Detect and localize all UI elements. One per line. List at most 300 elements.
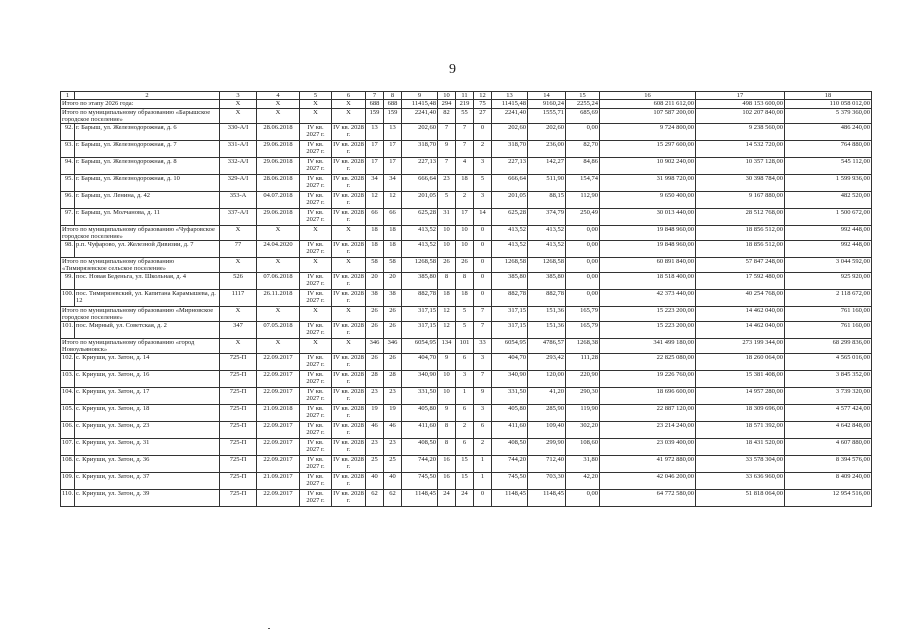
cell-c7: 23 — [366, 439, 384, 456]
cell-c7: 20 — [366, 273, 384, 290]
cell-c4: 29.06.2018 — [257, 158, 300, 175]
cell-c3: 329-А/I — [220, 175, 257, 192]
row-number: 107. — [61, 439, 75, 456]
cell-c18: 5 379 360,00 — [785, 109, 872, 124]
cell-c15: 31,80 — [566, 456, 600, 473]
cell-c7: 18 — [366, 241, 384, 258]
cell-c16: 15 223 200,00 — [600, 307, 696, 322]
cell-c5: IV кв. 2027 г. — [300, 322, 332, 339]
cell-c7: 28 — [366, 371, 384, 388]
cell-c10: 31 — [438, 209, 456, 226]
address-cell: г. Барыш, ул. Ленина, д. 42 — [75, 192, 220, 209]
cell-c9: 744,20 — [402, 456, 438, 473]
cell-c14: 4786,57 — [528, 339, 566, 354]
cell-c4: 22.09.2017 — [257, 388, 300, 405]
cell-c17: 18 856 512,00 — [696, 226, 785, 241]
cell-c18: 1 500 672,00 — [785, 209, 872, 226]
cell-c4: 22.09.2017 — [257, 371, 300, 388]
cell-c5: IV кв. 2027 г. — [300, 456, 332, 473]
cell-c8: 38 — [384, 290, 402, 307]
cell-c12: 2 — [474, 439, 492, 456]
cell-c11: 4 — [456, 158, 474, 175]
cell-c14: 413,52 — [528, 241, 566, 258]
cell-c4: 21.09.2017 — [257, 473, 300, 490]
subtotal-row — [61, 339, 872, 354]
cell-c17: 14 462 040,00 — [696, 307, 785, 322]
cell-c12: 7 — [474, 371, 492, 388]
cell-c10: 294 — [438, 100, 456, 109]
cell-c8: 12 — [384, 192, 402, 209]
cell-c15: 220,90 — [566, 371, 600, 388]
subtotal-row — [61, 258, 872, 273]
cell-c14: 385,80 — [528, 273, 566, 290]
cell-c5: IV кв. 2027 г. — [300, 388, 332, 405]
cell-c15: 111,28 — [566, 354, 600, 371]
cell-c3: 77 — [220, 241, 257, 258]
cell-c9: 317,15 — [402, 322, 438, 339]
cell-c15: 302,20 — [566, 422, 600, 439]
address-cell: с. Криуши, ул. Затон, д. 18 — [75, 405, 220, 422]
cell-c8: 26 — [384, 322, 402, 339]
cell-c12: 1 — [474, 473, 492, 490]
cell-c15: 82,70 — [566, 141, 600, 158]
cell-c15: 0,00 — [566, 290, 600, 307]
column-number: 4 — [257, 92, 300, 100]
row-number: 103. — [61, 371, 75, 388]
cell-c17: 30 398 784,00 — [696, 175, 785, 192]
cell-c16: 60 891 840,00 — [600, 258, 696, 273]
cell-c8: 18 — [384, 241, 402, 258]
cell-c15: 0,00 — [566, 124, 600, 141]
cell-c7: 159 — [366, 109, 384, 124]
cell-c16: 42 373 440,00 — [600, 290, 696, 307]
cell-c3: 725-П — [220, 354, 257, 371]
cell-c7: 34 — [366, 175, 384, 192]
cell-c18: 68 299 836,00 — [785, 339, 872, 354]
cell-c16: 19 848 960,00 — [600, 241, 696, 258]
cell-c5: IV кв. 2027 г. — [300, 354, 332, 371]
cell-c11: 101 — [456, 339, 474, 354]
cell-c7: 40 — [366, 473, 384, 490]
cell-c16: 64 772 580,00 — [600, 490, 696, 507]
cell-c12: 0 — [474, 490, 492, 507]
address-cell: с. Криуши, ул. Затон, д. 14 — [75, 354, 220, 371]
cell-c12: 0 — [474, 241, 492, 258]
cell-c5: IV кв. 2027 г. — [300, 490, 332, 507]
subtotal-label: Итого по муниципальному образованию «Чуфаровское городское поселение» — [61, 226, 220, 241]
cell-c14: 9160,24 — [528, 100, 566, 109]
cell-c7: 17 — [366, 158, 384, 175]
cell-c17: 273 199 344,00 — [696, 339, 785, 354]
cell-c17: 57 847 248,00 — [696, 258, 785, 273]
cell-c11: 5 — [456, 307, 474, 322]
row-number: 105. — [61, 405, 75, 422]
row-number: 96. — [61, 192, 75, 209]
address-cell: с. Криуши, ул. Затон, д. 37 — [75, 473, 220, 490]
cell-c11: 219 — [456, 100, 474, 109]
cell-c11: 18 — [456, 290, 474, 307]
cell-c13: 11415,48 — [492, 100, 528, 109]
cell-c15: 84,86 — [566, 158, 600, 175]
cell-c4: 29.06.2018 — [257, 141, 300, 158]
cell-c18: 992 448,00 — [785, 241, 872, 258]
address-cell: с. Криуши, ул. Затон, д. 36 — [75, 456, 220, 473]
cell-c10: 82 — [438, 109, 456, 124]
cell-c7: 12 — [366, 192, 384, 209]
cell-c14: 293,42 — [528, 354, 566, 371]
cell-c5: IV кв. 2027 г. — [300, 141, 332, 158]
subtotal-label: Итого по муниципальному образованию «Мирновское городское поселение» — [61, 307, 220, 322]
address-cell: с. Криуши, ул. Затон, д. 23 — [75, 422, 220, 439]
cell-c10: 16 — [438, 473, 456, 490]
cell-c8: 34 — [384, 175, 402, 192]
table-row — [61, 158, 872, 175]
cell-c8: 17 — [384, 158, 402, 175]
cell-c13: 408,50 — [492, 439, 528, 456]
table-row — [61, 388, 872, 405]
column-number: 14 — [528, 92, 566, 100]
cell-c8: 17 — [384, 141, 402, 158]
cell-c11: 7 — [456, 124, 474, 141]
cell-c6: IV кв. 2028 г. — [332, 405, 366, 422]
cell-c10: 9 — [438, 141, 456, 158]
cell-c17: 498 153 600,00 — [696, 100, 785, 109]
cell-c15: 2255,24 — [566, 100, 600, 109]
cell-c4: X — [257, 226, 300, 241]
cell-c15: 119,90 — [566, 405, 600, 422]
cell-c16: 341 499 180,00 — [600, 339, 696, 354]
cell-c8: 23 — [384, 439, 402, 456]
column-number: 15 — [566, 92, 600, 100]
cell-c10: 12 — [438, 322, 456, 339]
cell-c9: 227,13 — [402, 158, 438, 175]
cell-c10: 10 — [438, 241, 456, 258]
cell-c18: 2 118 672,00 — [785, 290, 872, 307]
cell-c13: 331,50 — [492, 388, 528, 405]
cell-c11: 6 — [456, 354, 474, 371]
cell-c5: IV кв. 2027 г. — [300, 439, 332, 456]
cell-c11: 15 — [456, 456, 474, 473]
table-row — [61, 405, 872, 422]
cell-c11: 2 — [456, 192, 474, 209]
cell-c7: 23 — [366, 388, 384, 405]
cell-c13: 413,52 — [492, 226, 528, 241]
cell-c12: 0 — [474, 258, 492, 273]
table-row — [61, 354, 872, 371]
cell-c15: 165,79 — [566, 322, 600, 339]
cell-c15: 0,00 — [566, 490, 600, 507]
table-row — [61, 192, 872, 209]
cell-c4: 07.05.2018 — [257, 322, 300, 339]
cell-c6: IV кв. 2028 г. — [332, 439, 366, 456]
cell-c12: 7 — [474, 307, 492, 322]
address-cell: г. Барыш, ул. Железнодорожная, д. 8 — [75, 158, 220, 175]
column-number: 7 — [366, 92, 384, 100]
column-number: 16 — [600, 92, 696, 100]
cell-c9: 408,50 — [402, 439, 438, 456]
column-number: 5 — [300, 92, 332, 100]
cell-c12: 14 — [474, 209, 492, 226]
cell-c15: 154,74 — [566, 175, 600, 192]
cell-c10: 8 — [438, 422, 456, 439]
cell-c15: 250,49 — [566, 209, 600, 226]
cell-c18: 925 920,00 — [785, 273, 872, 290]
cell-c13: 882,78 — [492, 290, 528, 307]
cell-c8: 159 — [384, 109, 402, 124]
cell-c14: 236,00 — [528, 141, 566, 158]
cell-c14: 202,60 — [528, 124, 566, 141]
cell-c4: 21.09.2018 — [257, 405, 300, 422]
cell-c10: 10 — [438, 388, 456, 405]
column-number: 12 — [474, 92, 492, 100]
cell-c18: 3 739 320,00 — [785, 388, 872, 405]
cell-c5: IV кв. 2027 г. — [300, 192, 332, 209]
address-cell: г. Барыш, ул. Железнодорожная, д. 7 — [75, 141, 220, 158]
column-number: 18 — [785, 92, 872, 100]
cell-c7: 58 — [366, 258, 384, 273]
cell-c11: 10 — [456, 226, 474, 241]
cell-c14: 511,90 — [528, 175, 566, 192]
cell-c14: 1148,45 — [528, 490, 566, 507]
cell-c3: 332-А/I — [220, 158, 257, 175]
row-number: 99. — [61, 273, 75, 290]
cell-c12: 0 — [474, 124, 492, 141]
cell-c6: X — [332, 258, 366, 273]
subtotal-row — [61, 307, 872, 322]
cell-c5: X — [300, 258, 332, 273]
row-number: 109. — [61, 473, 75, 490]
cell-c8: 346 — [384, 339, 402, 354]
cell-c11: 17 — [456, 209, 474, 226]
cell-c14: 1555,71 — [528, 109, 566, 124]
address-cell: пос. Тимирязевский, ул. Капитана Карамышева, д. 12 — [75, 290, 220, 307]
cell-c5: IV кв. 2027 г. — [300, 158, 332, 175]
cell-c12: 9 — [474, 388, 492, 405]
cell-c14: 712,40 — [528, 456, 566, 473]
cell-c3: 330-А/I — [220, 124, 257, 141]
cell-c4: 22.09.2017 — [257, 354, 300, 371]
cell-c8: 13 — [384, 124, 402, 141]
cell-c8: 26 — [384, 354, 402, 371]
cell-c8: 20 — [384, 273, 402, 290]
subtotal-label: Итого по этапу 2026 года: — [61, 100, 220, 109]
cell-c9: 413,52 — [402, 241, 438, 258]
cell-c13: 1148,45 — [492, 490, 528, 507]
cell-c13: 318,70 — [492, 141, 528, 158]
cell-c13: 340,90 — [492, 371, 528, 388]
cell-c17: 15 381 408,00 — [696, 371, 785, 388]
cell-c3: 725-П — [220, 388, 257, 405]
cell-c11: 6 — [456, 405, 474, 422]
cell-c13: 405,80 — [492, 405, 528, 422]
cell-c5: X — [300, 100, 332, 109]
cell-c13: 411,60 — [492, 422, 528, 439]
cell-c3: 725-П — [220, 473, 257, 490]
row-number: 101. — [61, 322, 75, 339]
cell-c17: 18 309 696,00 — [696, 405, 785, 422]
cell-c3: 347 — [220, 322, 257, 339]
cell-c17: 14 957 280,00 — [696, 388, 785, 405]
cell-c7: 25 — [366, 456, 384, 473]
cell-c13: 625,28 — [492, 209, 528, 226]
cell-c16: 23 039 400,00 — [600, 439, 696, 456]
address-cell: г. Барыш, ул. Железнодорожная, д. 10 — [75, 175, 220, 192]
cell-c9: 745,50 — [402, 473, 438, 490]
table-row — [61, 175, 872, 192]
cell-c7: 26 — [366, 307, 384, 322]
cell-c14: 285,90 — [528, 405, 566, 422]
address-cell: г. Барыш, ул. Молчанова, д. 11 — [75, 209, 220, 226]
cell-c8: 46 — [384, 422, 402, 439]
cell-c7: 18 — [366, 226, 384, 241]
cell-c15: 0,00 — [566, 273, 600, 290]
cell-c12: 75 — [474, 100, 492, 109]
address-cell: с. Криуши, ул. Затон, д. 16 — [75, 371, 220, 388]
cell-c3: X — [220, 258, 257, 273]
cell-c4: 22.09.2017 — [257, 490, 300, 507]
cell-c13: 2241,40 — [492, 109, 528, 124]
address-cell: с. Криуши, ул. Затон, д. 17 — [75, 388, 220, 405]
column-number: 17 — [696, 92, 785, 100]
cell-c6: IV кв. 2028 г. — [332, 124, 366, 141]
cell-c13: 385,80 — [492, 273, 528, 290]
cell-c8: 688 — [384, 100, 402, 109]
cell-c6: IV кв. 2028 г. — [332, 209, 366, 226]
cell-c10: 134 — [438, 339, 456, 354]
cell-c15: 108,60 — [566, 439, 600, 456]
cell-c4: X — [257, 100, 300, 109]
cell-c15: 0,00 — [566, 226, 600, 241]
cell-c6: IV кв. 2028 г. — [332, 354, 366, 371]
cell-c6: IV кв. 2028 г. — [332, 192, 366, 209]
cell-c15: 165,79 — [566, 307, 600, 322]
cell-c17: 14 462 040,00 — [696, 322, 785, 339]
table-row — [61, 141, 872, 158]
cell-c9: 2241,40 — [402, 109, 438, 124]
cell-c4: 28.06.2018 — [257, 124, 300, 141]
cell-c3: 1117 — [220, 290, 257, 307]
cell-c12: 3 — [474, 354, 492, 371]
cell-c6: IV кв. 2028 г. — [332, 290, 366, 307]
cell-c4: X — [257, 109, 300, 124]
cell-c13: 6054,95 — [492, 339, 528, 354]
cell-c8: 18 — [384, 226, 402, 241]
cell-c11: 6 — [456, 439, 474, 456]
cell-c17: 18 856 512,00 — [696, 241, 785, 258]
scan-mark — [268, 628, 270, 629]
cell-c6: IV кв. 2028 г. — [332, 322, 366, 339]
cell-c10: 23 — [438, 175, 456, 192]
cell-c5: X — [300, 307, 332, 322]
cell-c14: 299,90 — [528, 439, 566, 456]
cell-c17: 18 431 520,00 — [696, 439, 785, 456]
row-number: 93. — [61, 141, 75, 158]
table-row — [61, 473, 872, 490]
cell-c4: 22.09.2017 — [257, 456, 300, 473]
column-number: 10 — [438, 92, 456, 100]
cell-c8: 19 — [384, 405, 402, 422]
table-row — [61, 439, 872, 456]
cell-c4: 26.11.2018 — [257, 290, 300, 307]
cell-c11: 3 — [456, 371, 474, 388]
cell-c9: 11415,48 — [402, 100, 438, 109]
cell-c8: 28 — [384, 371, 402, 388]
cell-c16: 9 650 400,00 — [600, 192, 696, 209]
cell-c3: 353-А — [220, 192, 257, 209]
cell-c14: 120,00 — [528, 371, 566, 388]
cell-c5: IV кв. 2027 г. — [300, 241, 332, 258]
cell-c14: 109,40 — [528, 422, 566, 439]
cell-c17: 9 238 560,00 — [696, 124, 785, 141]
cell-c16: 30 013 440,00 — [600, 209, 696, 226]
cell-c6: IV кв. 2028 г. — [332, 158, 366, 175]
cell-c7: 17 — [366, 141, 384, 158]
cell-c17: 33 578 304,00 — [696, 456, 785, 473]
cell-c14: 41,20 — [528, 388, 566, 405]
cell-c6: IV кв. 2028 г. — [332, 273, 366, 290]
cell-c16: 608 211 612,00 — [600, 100, 696, 109]
cell-c15: 0,00 — [566, 241, 600, 258]
cell-c18: 12 954 516,00 — [785, 490, 872, 507]
cell-c9: 411,60 — [402, 422, 438, 439]
cell-c14: 142,27 — [528, 158, 566, 175]
cell-c13: 1268,58 — [492, 258, 528, 273]
subtotal-row — [61, 226, 872, 241]
cell-c5: IV кв. 2027 г. — [300, 273, 332, 290]
cell-c3: X — [220, 226, 257, 241]
cell-c14: 703,30 — [528, 473, 566, 490]
cell-c12: 0 — [474, 290, 492, 307]
cell-c7: 346 — [366, 339, 384, 354]
cell-c14: 88,15 — [528, 192, 566, 209]
cell-c7: 62 — [366, 490, 384, 507]
cell-c13: 227,13 — [492, 158, 528, 175]
cell-c3: 337-А/I — [220, 209, 257, 226]
cell-c8: 26 — [384, 307, 402, 322]
row-number: 94. — [61, 158, 75, 175]
cell-c14: 151,36 — [528, 322, 566, 339]
cell-c8: 66 — [384, 209, 402, 226]
address-cell: пос. Мирный, ул. Советская, д. 2 — [75, 322, 220, 339]
cell-c13: 413,52 — [492, 241, 528, 258]
cell-c13: 201,05 — [492, 192, 528, 209]
cell-c9: 666,64 — [402, 175, 438, 192]
cell-c4: 28.06.2018 — [257, 175, 300, 192]
row-number: 108. — [61, 456, 75, 473]
cell-c11: 5 — [456, 322, 474, 339]
cell-c16: 18 696 600,00 — [600, 388, 696, 405]
cell-c12: 3 — [474, 192, 492, 209]
cell-c9: 882,78 — [402, 290, 438, 307]
cell-c16: 107 587 200,00 — [600, 109, 696, 124]
cell-c9: 1268,58 — [402, 258, 438, 273]
cell-c10: 9 — [438, 354, 456, 371]
cell-c9: 340,90 — [402, 371, 438, 388]
cell-c13: 745,50 — [492, 473, 528, 490]
cell-c4: 22.09.2017 — [257, 422, 300, 439]
cell-c3: 725-П — [220, 439, 257, 456]
row-number: 98. — [61, 241, 75, 258]
cell-c18: 992 448,00 — [785, 226, 872, 241]
cell-c9: 318,70 — [402, 141, 438, 158]
row-number: 106. — [61, 422, 75, 439]
row-number: 92. — [61, 124, 75, 141]
column-number: 2 — [75, 92, 220, 100]
cell-c12: 3 — [474, 405, 492, 422]
cell-c12: 0 — [474, 273, 492, 290]
table-row — [61, 273, 872, 290]
cell-c4: 24.04.2020 — [257, 241, 300, 258]
